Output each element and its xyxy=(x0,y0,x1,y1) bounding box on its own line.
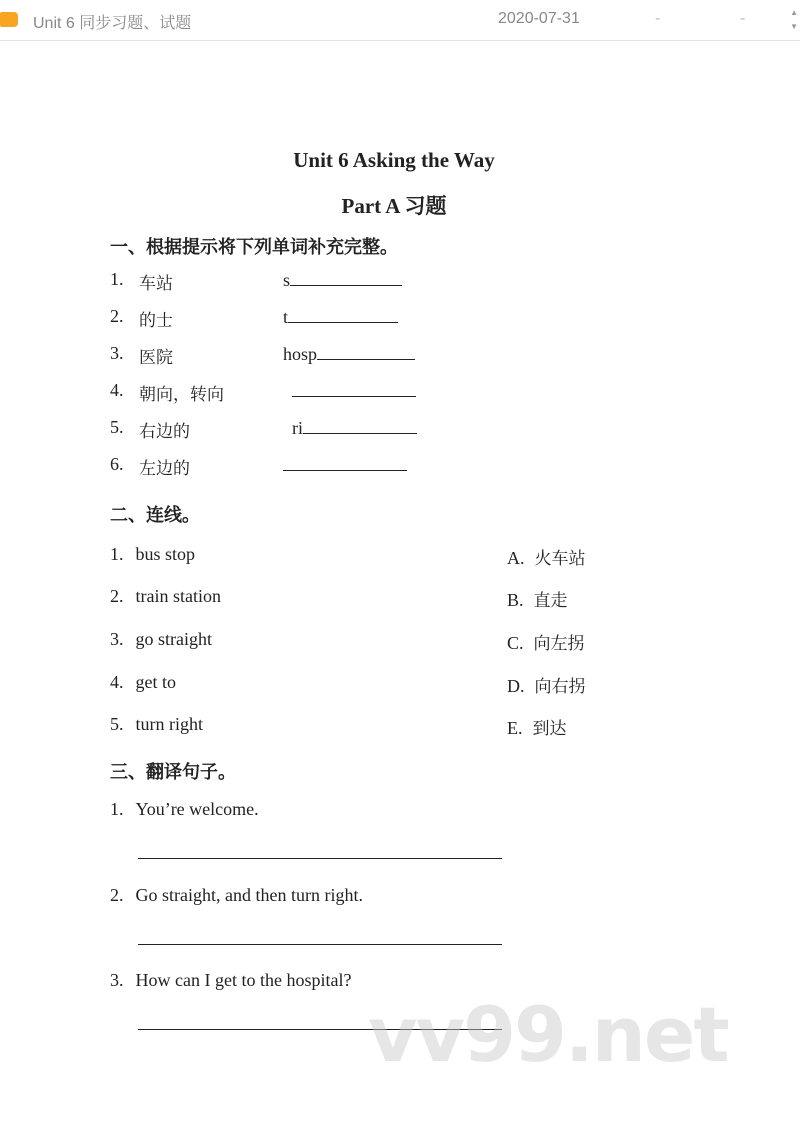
item-chinese: 朝向，转向 xyxy=(139,385,224,405)
match-left-item[interactable] xyxy=(110,629,212,650)
watermark: vv99.net xyxy=(368,990,728,1079)
fill-blank[interactable] xyxy=(292,417,417,439)
blank-line xyxy=(290,269,402,286)
item-letter: B. xyxy=(507,590,524,610)
scroll-down-icon[interactable]: ▼ xyxy=(790,22,798,31)
item-letter: C. xyxy=(507,633,524,653)
item-text: 向左拐 xyxy=(533,634,585,654)
fill-item xyxy=(110,269,124,290)
fill-blank[interactable] xyxy=(283,269,402,291)
answer-line[interactable] xyxy=(138,858,502,859)
blank-line xyxy=(303,417,417,434)
item-letter: A. xyxy=(507,548,525,568)
item-number: 2. xyxy=(110,885,124,905)
item-number: 1. xyxy=(110,544,124,564)
fill-item xyxy=(110,380,124,401)
match-right-item[interactable] xyxy=(507,672,586,697)
match-left-item[interactable] xyxy=(110,672,176,693)
item-chinese: 的士 xyxy=(139,311,173,331)
blank-line xyxy=(292,380,416,397)
blank-line xyxy=(288,306,398,323)
item-text: get to xyxy=(135,672,176,692)
match-right-item[interactable] xyxy=(507,714,567,739)
fill-item xyxy=(110,306,124,327)
match-right-item[interactable] xyxy=(507,544,586,569)
match-right-item[interactable] xyxy=(507,586,568,611)
folder-icon xyxy=(0,12,18,27)
item-number: 3. xyxy=(110,343,124,363)
scrollbar[interactable] xyxy=(790,6,798,34)
section3-heading: 三、翻译句子。 xyxy=(110,762,236,783)
translate-item xyxy=(110,970,351,991)
item-number: 3. xyxy=(110,970,124,990)
item-number: 6. xyxy=(110,454,124,474)
item-number: 3. xyxy=(110,629,124,649)
item-chinese: 右边的 xyxy=(139,422,190,442)
file-title[interactable]: Unit 6 同步习题、试题 xyxy=(33,15,192,32)
doc-title: Unit 6 Asking the Way xyxy=(293,148,495,172)
item-text: You’re welcome. xyxy=(135,799,259,819)
section2-heading: 二、连线。 xyxy=(110,505,200,526)
item-number: 1. xyxy=(110,269,124,289)
file-date: 2020-07-31 xyxy=(498,10,580,27)
item-number: 4. xyxy=(110,672,124,692)
item-number: 1. xyxy=(110,799,124,819)
fill-blank[interactable] xyxy=(283,343,415,365)
item-text: turn right xyxy=(135,714,203,734)
item-chinese: 医院 xyxy=(139,348,173,368)
scroll-up-icon[interactable]: ▲ xyxy=(790,8,798,17)
fill-item xyxy=(110,417,124,438)
item-text: How can I get to the hospital? xyxy=(135,970,352,990)
hint-letters: t xyxy=(283,307,289,327)
item-number: 2. xyxy=(110,586,124,606)
item-letter: E. xyxy=(507,718,523,738)
doc-subtitle: Part A 习题 xyxy=(341,194,447,218)
file-col4: - xyxy=(740,10,746,27)
item-letter: D. xyxy=(507,676,525,696)
item-chinese: 左边的 xyxy=(139,459,190,479)
fill-item xyxy=(110,454,124,475)
item-chinese: 车站 xyxy=(139,274,173,294)
match-left-item[interactable] xyxy=(110,586,221,607)
item-text: bus stop xyxy=(135,544,196,564)
match-left-item[interactable] xyxy=(110,544,195,565)
item-text: Go straight, and then turn right. xyxy=(135,885,363,905)
fill-blank[interactable] xyxy=(283,454,407,476)
item-text: train station xyxy=(135,586,221,606)
match-right-item[interactable] xyxy=(507,629,585,654)
blank-line xyxy=(283,454,407,471)
item-number: 4. xyxy=(110,380,124,400)
hint-letters: s xyxy=(283,270,291,290)
item-text: go straight xyxy=(135,629,212,649)
hint-letters: ri xyxy=(292,418,303,438)
item-number: 5. xyxy=(110,714,124,734)
answer-line[interactable] xyxy=(138,944,502,945)
item-number: 2. xyxy=(110,306,124,326)
file-row[interactable] xyxy=(0,0,800,41)
fill-blank[interactable] xyxy=(292,380,416,402)
item-number: 5. xyxy=(110,417,124,437)
blank-line xyxy=(317,343,415,360)
fill-item xyxy=(110,343,124,364)
item-text: 直走 xyxy=(533,591,568,611)
fill-blank[interactable] xyxy=(283,306,398,328)
item-text: 火车站 xyxy=(534,549,586,569)
match-left-item[interactable] xyxy=(110,714,203,735)
translate-item xyxy=(110,885,363,906)
item-text: 向右拐 xyxy=(534,677,586,697)
item-text: 到达 xyxy=(532,719,567,739)
hint-letters: hosp xyxy=(283,344,318,364)
file-col3: - xyxy=(655,10,661,27)
section1-heading: 一、根据提示将下列单词补充完整。 xyxy=(110,237,398,258)
translate-item xyxy=(110,799,259,820)
